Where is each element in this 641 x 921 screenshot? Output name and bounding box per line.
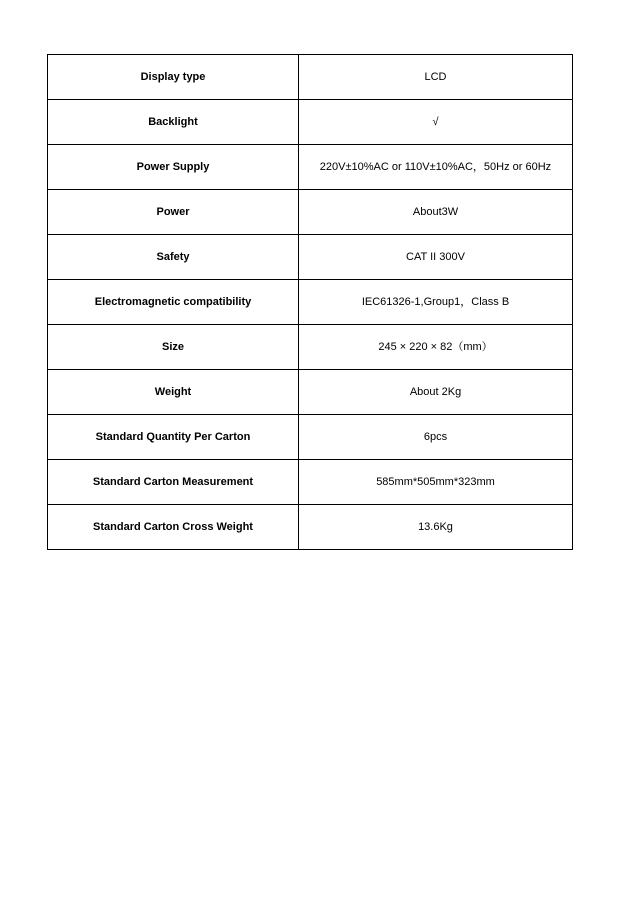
row-value-weight: About 2Kg — [299, 370, 573, 415]
table-row — [48, 415, 573, 460]
table-row — [48, 370, 573, 415]
table-row — [48, 55, 573, 100]
row-value-emc: IEC61326-1,Group1，Class B — [299, 280, 573, 325]
table-row — [48, 100, 573, 145]
table-row — [48, 325, 573, 370]
table-row — [48, 190, 573, 235]
row-label-power-supply: Power Supply — [48, 145, 299, 190]
row-label-carton-measurement: Standard Carton Measurement — [48, 460, 299, 505]
row-label-quantity-per-carton: Standard Quantity Per Carton — [48, 415, 299, 460]
row-value-carton-measurement: 585mm*505mm*323mm — [299, 460, 573, 505]
table-row — [48, 145, 573, 190]
spec-table — [47, 54, 573, 550]
row-label-weight: Weight — [48, 370, 299, 415]
spec-table-body — [48, 55, 573, 550]
row-label-emc: Electromagnetic compatibility — [48, 280, 299, 325]
table-row — [48, 280, 573, 325]
row-label-backlight: Backlight — [48, 100, 299, 145]
row-value-power: About3W — [299, 190, 573, 235]
table-row — [48, 460, 573, 505]
row-value-backlight: √ — [299, 100, 573, 145]
table-row — [48, 505, 573, 550]
row-value-quantity-per-carton: 6pcs — [299, 415, 573, 460]
row-label-power: Power — [48, 190, 299, 235]
table-row — [48, 235, 573, 280]
row-label-carton-weight: Standard Carton Cross Weight — [48, 505, 299, 550]
row-value-safety: CAT II 300V — [299, 235, 573, 280]
row-value-size: 245 × 220 × 82（mm） — [299, 325, 573, 370]
row-value-power-supply: 220V±10%AC or 110V±10%AC，50Hz or 60Hz — [299, 145, 573, 190]
row-label-display-type: Display type — [48, 55, 299, 100]
row-label-safety: Safety — [48, 235, 299, 280]
row-value-carton-weight: 13.6Kg — [299, 505, 573, 550]
row-label-size: Size — [48, 325, 299, 370]
row-value-display-type: LCD — [299, 55, 573, 100]
